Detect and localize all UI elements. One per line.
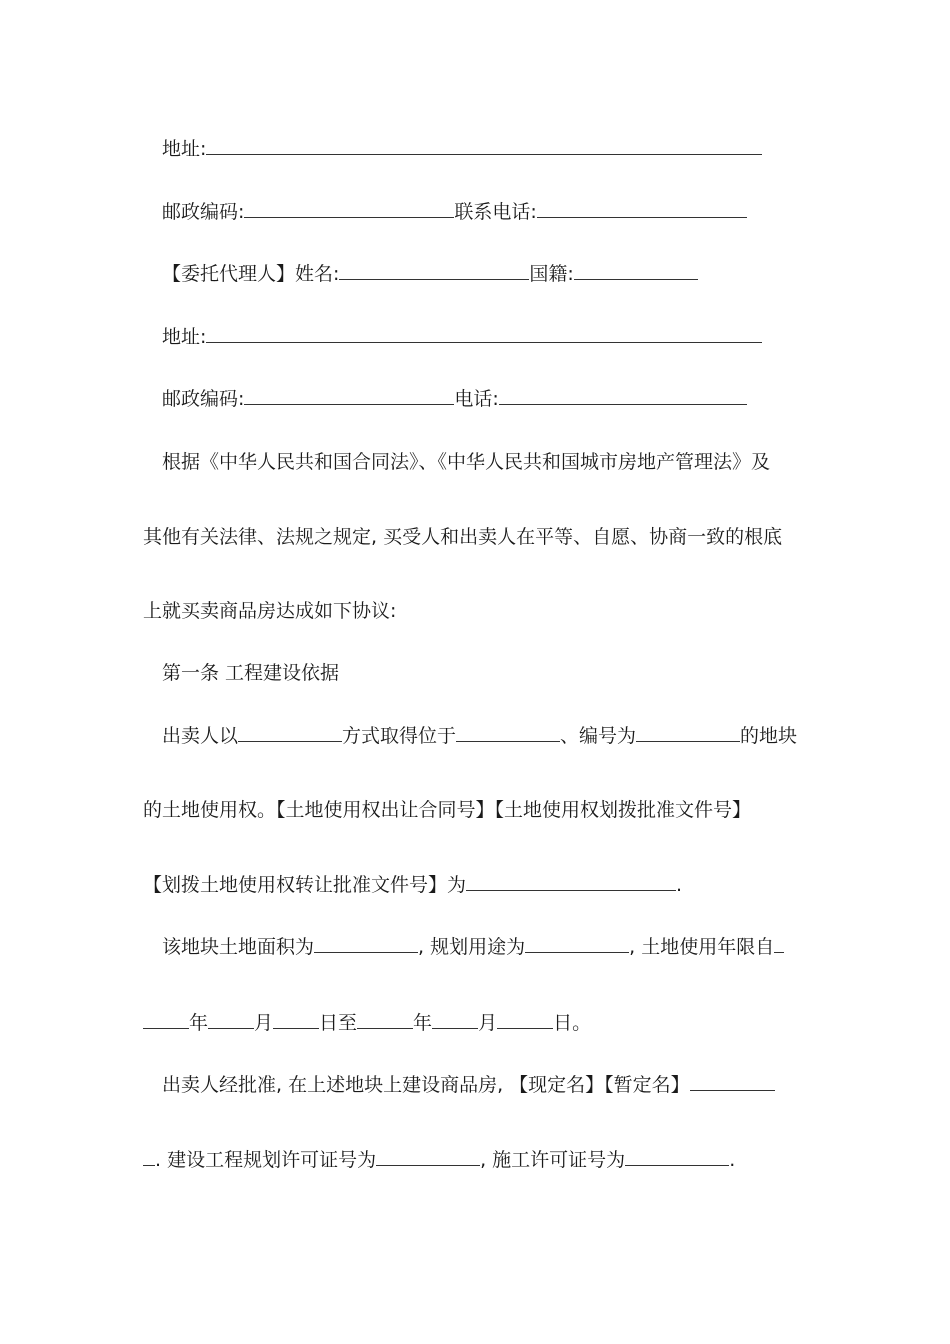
paragraph-text: 的地块 xyxy=(740,725,798,747)
paragraph-text: . xyxy=(676,874,683,896)
paragraph-text: 年 xyxy=(413,1012,433,1034)
paragraph-text: , 规划用途为 xyxy=(418,936,526,958)
address-label: 地址: xyxy=(162,326,207,348)
paragraph-text: 上就买卖商品房达成如下协议: xyxy=(143,600,397,622)
paragraph-text: 出卖人经批准, 在上述地块上建设商品房, 【现定名】【暂定名】 xyxy=(162,1074,690,1096)
land-term-line xyxy=(143,1008,950,1038)
paragraph-text: . 建设工程规划许可证号为 xyxy=(155,1149,377,1171)
land-area-blank[interactable] xyxy=(314,934,418,953)
project-name-blank-cont[interactable] xyxy=(143,1147,155,1166)
paragraph-text: , 土地使用年限自 xyxy=(629,936,775,958)
article-1-heading xyxy=(162,658,950,688)
address-label: 地址: xyxy=(162,138,207,160)
agent-line xyxy=(162,259,950,289)
nationality-blank[interactable] xyxy=(574,261,698,280)
acquisition-method-blank[interactable] xyxy=(238,723,342,742)
postcode-label: 邮政编码: xyxy=(162,388,245,410)
term-start-blank[interactable] xyxy=(774,934,784,953)
paragraph-text: 年 xyxy=(189,1012,209,1034)
paragraph-text: , 施工许可证号为 xyxy=(480,1149,626,1171)
transfer-doc-line xyxy=(143,870,950,900)
address-blank[interactable] xyxy=(206,324,762,343)
paragraph-text: 其他有关法律、法规之规定, 买受人和出卖人在平等、自愿、协商一致的根底 xyxy=(143,526,783,548)
paragraph-text: 【划拨土地使用权转让批准文件号】为 xyxy=(143,874,467,896)
start-month-blank[interactable] xyxy=(208,1010,254,1029)
postcode-label: 邮政编码: xyxy=(162,201,245,223)
paragraph-text: 日。 xyxy=(553,1012,592,1034)
land-acquisition-line xyxy=(162,721,950,751)
construction-line xyxy=(162,1070,950,1100)
paragraph-text: 根据《中华人民共和国合同法》、《中华人民共和国城市房地产管理法》及 xyxy=(162,451,771,473)
paragraph-text: . xyxy=(729,1149,736,1171)
location-blank[interactable] xyxy=(456,723,560,742)
phone-label: 联系电话: xyxy=(454,201,537,223)
end-day-blank[interactable] xyxy=(497,1010,553,1029)
end-year-blank[interactable] xyxy=(357,1010,413,1029)
paragraph-text: 月 xyxy=(254,1012,274,1034)
address-line-2 xyxy=(162,322,950,352)
postcode-blank[interactable] xyxy=(244,386,454,405)
phone-blank[interactable] xyxy=(499,386,747,405)
project-name-blank[interactable] xyxy=(690,1072,775,1091)
start-year-blank[interactable] xyxy=(143,1010,189,1029)
paragraph-text: 月 xyxy=(478,1012,498,1034)
start-day-blank[interactable] xyxy=(273,1010,319,1029)
phone-blank[interactable] xyxy=(537,199,747,218)
address-line-1 xyxy=(162,134,950,164)
phone-label: 电话: xyxy=(454,388,499,410)
construction-permit-blank[interactable] xyxy=(625,1147,729,1166)
end-month-blank[interactable] xyxy=(432,1010,478,1029)
paragraph-text: 该地块土地面积为 xyxy=(162,936,315,958)
permit-line xyxy=(143,1145,950,1175)
land-rights-line xyxy=(143,795,950,825)
postcode-phone-line-2 xyxy=(162,384,950,414)
basis-paragraph-line-2 xyxy=(143,522,950,552)
parcel-number-blank[interactable] xyxy=(636,723,740,742)
postcode-blank[interactable] xyxy=(244,199,454,218)
planned-use-blank[interactable] xyxy=(525,934,629,953)
basis-paragraph-line-3 xyxy=(143,596,950,626)
paragraph-text: 、编号为 xyxy=(560,725,637,747)
agent-name-label: 【委托代理人】姓名: xyxy=(162,263,340,285)
planning-permit-blank[interactable] xyxy=(376,1147,480,1166)
article-title: 第一条 工程建设依据 xyxy=(162,662,340,684)
agent-name-blank[interactable] xyxy=(339,261,529,280)
nationality-label: 国籍: xyxy=(529,263,574,285)
paragraph-text: 方式取得位于 xyxy=(342,725,457,747)
paragraph-text: 的土地使用权。【土地使用权出让合同号】【土地使用权划拨批准文件号】 xyxy=(143,799,752,821)
paragraph-text: 出卖人以 xyxy=(162,725,239,747)
address-blank[interactable] xyxy=(206,136,762,155)
postcode-phone-line-1 xyxy=(162,197,950,227)
land-area-line xyxy=(162,932,950,962)
basis-paragraph-line-1 xyxy=(162,447,950,477)
paragraph-text: 日至 xyxy=(319,1012,358,1034)
transfer-doc-blank[interactable] xyxy=(466,872,676,891)
